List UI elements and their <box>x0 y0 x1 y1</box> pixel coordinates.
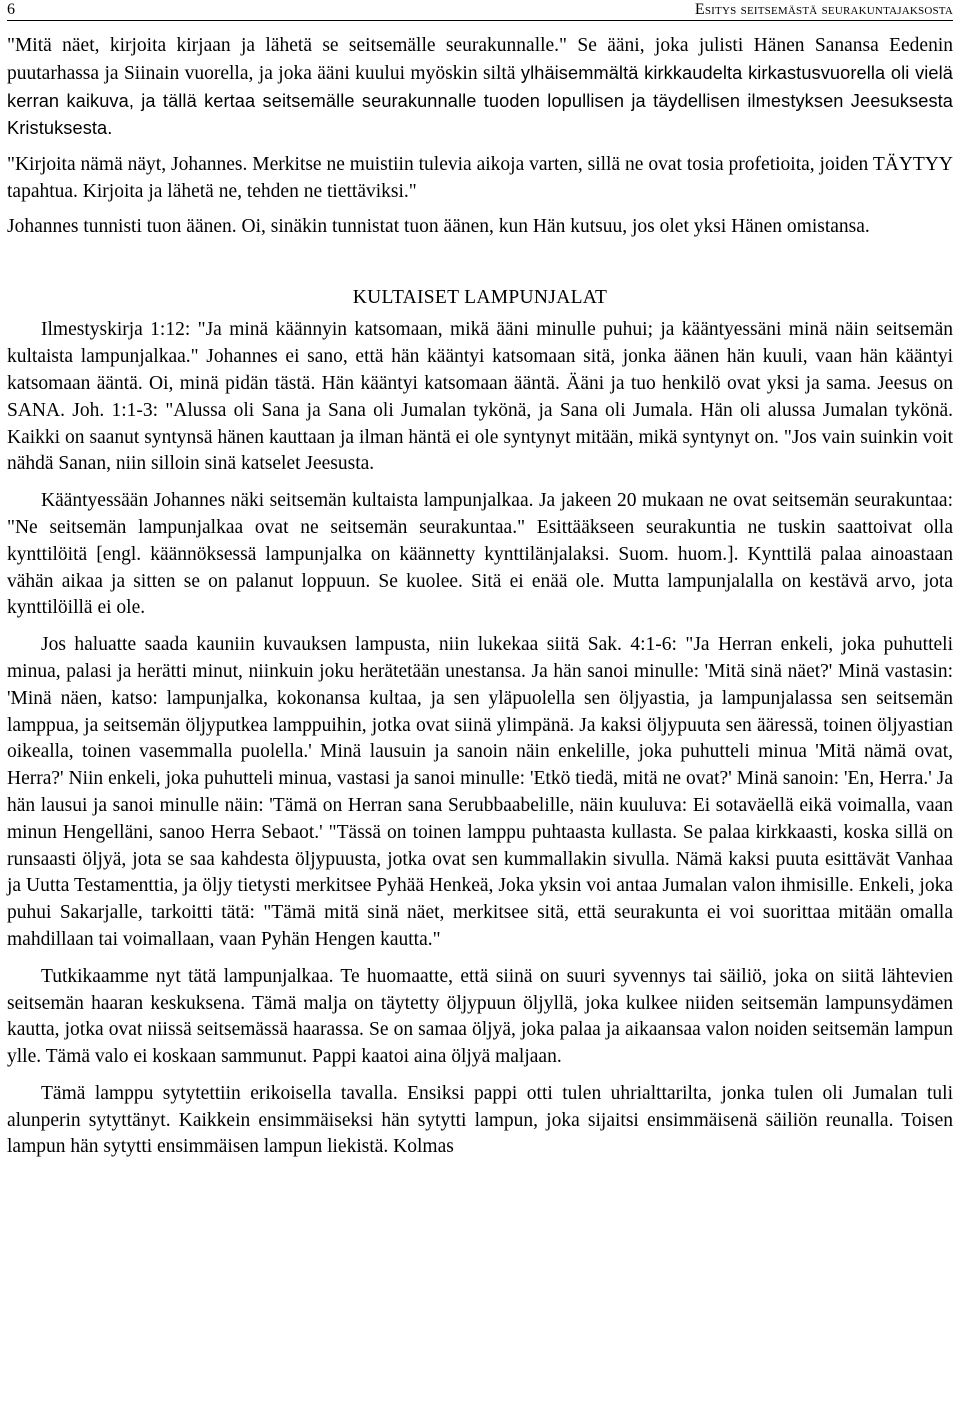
paragraph-seven-lampstands: Kääntyessään Johannes näki seitsemän kultaista lampunjalkaa. Ja jakeen 20 mukaan ne ovat seitsemän seurakuntaa: "Ne seitsemän lampunjalkaa ovat ne seitsemän seurakuntaa." Esittääkseen seurakuntia ne tuskin saattoivat olla kynttilöitä [engl. käännöksessä lampunjalka on käännetty kynttilänjalaksi. Suom. huom.]. Kynttilä palaa ainoastaan vähän aikaa ja sitten se on palanut loppuun. Se kuolee. Sitä ei enää ole. Mutta lampunjalalla on kestävä arvo, jota kynttilöillä ei ole. <box>7 490 953 619</box>
body-text <box>7 33 953 1161</box>
paragraph-write-these-visions <box>7 151 953 206</box>
paragraph-lamp-lit: Tämä lamppu sytytettiin erikoisella tavalla. Ensiksi pappi otti tulen uhrialttarilta, jonka tulen oli Jumalan tuli alunperin sytyttänyt. Kaikkein ensimmäiseksi hän sytytti lampun, joka sijaitsi ensimmäisenä säiliön reunalla. Toisen lampun hän sytytti ensimmäisen lampun liekistä. Kolmas <box>7 1082 953 1158</box>
running-title: Esitys seitsemästä seurakuntajaksosta <box>694 1 953 18</box>
paragraph-voice-intro-serif: "Mitä näet, kirjoita kirjaan ja lähetä se seitsemälle seurakunnalle." Se ääni, joka julisti Hänen Sanansa Eedenin puutarhassa ja Siinain vuorella, ja joka ääni kuului myöskin siltä <box>7 35 953 84</box>
paragraph-voice-intro <box>7 33 953 143</box>
section-heading: KULTAISET LAMPUNJALAT <box>352 286 608 308</box>
paragraph-zechariah-4: Jos haluatte saada kauniin kuvauksen lampusta, niin lukekaa siitä Sak. 4:1-6: "Ja Herran enkeli, joka puhutteli minua, palasi ja herätti minut, niinkuin joku herätetään unestansa. Ja hän sanoi minulle: 'Mitä sinä näet?' Minä vastasin: 'Minä näen, katso: lampunjalka, kokonansa kultaa, ja sen yläpuolella sen öljyastia, ja lampunjalassa sen seitsemän lamppua, ja seitsemän öljyputkea lamppuihin, jotka ovat siinä ylimpänä. Ja kaksi öljypuuta sen ääressä, toinen öljyastian oikealla, toinen vasemmalla puolella.' Minä lausuin ja sanoin näin enkelille, joka puhutteli minua 'Mitä nämä ovat, Herra?' Niin enkeli, joka puhutteli minua, vastasi ja sanoi minulle: 'Etkö tiedä, mitä ne ovat?' Minä sanoin: 'En, Herra.' Ja hän lausui ja sanoi minulle näin: 'Tämä on Herran sana Serubbaabelille, näin kuuluva: Ei sotaväellä eikä voimalla, vaan minun Hengelläni, sanoo Herra Sebaot.' "Tässä on toinen lamppu puhtaasta kullasta. Se palaa kirkkaasti, koska sillä on runsaasti öljyä, jota se saa kahdesta öljypuusta, jotka ovat sen kummallakin sivulla. Nämä kaksi puuta esittävät Vanhaa ja Uutta Testamenttia, ja öljy tietysti merkitsee Pyhää Henkeä, Joka yksin voi antaa Jumalan valon ihmisille. Enkeli, joka puhui Sakarjalle, tarkoitti tätä: "Tämä mitä sinä näet, merkitsee sitä, että seurakunta ei voi suorittaa mitään omalla mahdillaan tai voimallaan, vaan Pyhän Hengen kautta." <box>7 634 953 950</box>
paragraph-write-these-visions-text: "Kirjoita nämä näyt, Johannes. Merkitse ne muistiin tulevia aikoja varten, sillä ne ovat tosia profetioita, joiden TÄYTYY tapahtua. Kirjoita ja lähetä ne, tehden ne tiettäviksi." <box>7 154 953 202</box>
paragraph-revelation-1-12: Ilmestyskirja 1:12: "Ja minä käännyin katsomaan, mikä ääni minulle puhui; ja kääntyessäni minä näin seitsemän kultaista lampunjalkaa." Johannes ei sano, että hän kääntyi katsomaan sitä, jonka äänen hän kuuli, vaan hän kääntyi katsomaan ääntä. Oi, minä pidän tästä. Hän kääntyi katsomaan ääntä. Ääni ja tuo henkilö ovat yksi ja sama. Jeesus on SANA. Joh. 1:1-3: "Alussa oli Sana ja Sana oli Jumalan tykönä, ja Sana oli Jumala. Hän oli alussa Jumalan tykönä. Kaikki on saanut syntynsä hänen kauttaan ja ilman häntä ei ole syntynyt mitään, mikä syntynyt on. "Jos vain suinkin voit nähdä Sanan, niin silloin sinä katselet Jeesusta. <box>7 319 953 475</box>
paragraph-study-lampstand: Tutkikaamme nyt tätä lampunjalkaa. Te huomaatte, että siinä on suuri syvennys tai säiliö, joka on siitä lähtevien seitsemän haaran keskuksena. Tämä malja on täytetty öljypuun öljyllä, joka kulkee niiden seitsemän lampunsydämen kautta, jotka ovat niissä seitsemässä haarassa. Se on samaa öljyä, joka palaa ja aikaansaa valon noiden seitsemän lampun ylle. Tämä valo ei koskaan sammunut. Pappi kaatoi aina öljyä maljaan. <box>7 965 953 1068</box>
paragraph-john-recognized: Johannes tunnisti tuon äänen. Oi, sinäkin tunnistat tuon äänen, kun Hän kutsuu, jos olet yksi Hänen omistansa. <box>7 215 870 237</box>
paragraph-voice-intro-sans: ylhäisemmältä kirkkaudelta kirkastusvuorella oli vielä kerran kaikuva, ja tällä kertaa seitsemälle seurakunnalle tuoden lopullisen ja täydellisen ilmestyksen Jeesuksesta Kristuksesta. <box>7 62 953 139</box>
page-number: 6 <box>7 1 15 18</box>
running-header <box>7 0 953 21</box>
